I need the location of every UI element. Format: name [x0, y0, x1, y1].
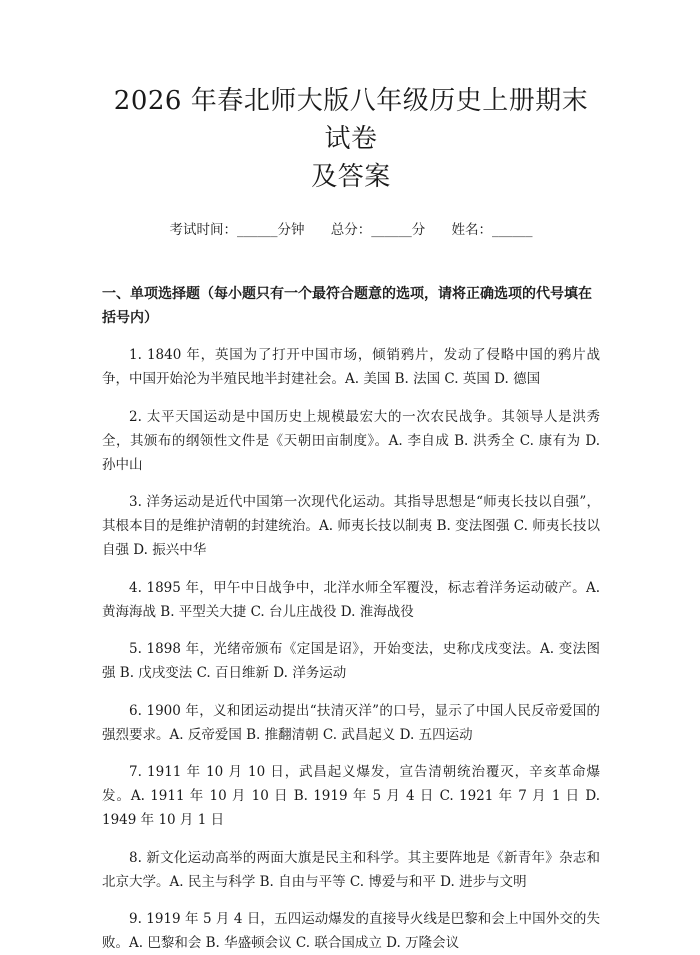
question-7: 7. 1911 年 10 月 10 日，武昌起义爆发，宣告清朝统治覆灭，辛亥革命爆发。A. 1911 年 10 月 10 日 B. 1919 年 5 月 4 日 C. 1921 年 7 月 1 日 D. 1949 年 10 月 1 日: [102, 764, 600, 828]
title-line-2: 及答案: [311, 162, 391, 192]
question-4: 4. 1895 年，甲午中日战争中，北洋水师全军覆没，标志着洋务运动破产。A. 黄海海战 B. 平型关大捷 C. 台儿庄战役 D. 淮海战役: [102, 579, 600, 620]
page-title: [102, 82, 600, 196]
question-8: 8. 新文化运动高举的两面大旗是民主和科学。其主要阵地是《新青年》杂志和北京大学。A. 民主与科学 B. 自由与平等 C. 博爱与和平 D. 进步与文明: [102, 849, 600, 890]
exam-time-field: 考试时间：______分钟: [169, 222, 305, 238]
question-9: 9. 1919 年 5 月 4 日，五四运动爆发的直接导火线是巴黎和会上中国外交的失败。A. 巴黎和会 B. 华盛顿会议 C. 联合国成立 D. 万隆会议: [102, 911, 600, 951]
exam-meta: [102, 220, 600, 240]
question-2: 2. 太平天国运动是中国历史上规模最宏大的一次农民战争。其领导人是洪秀全，其颁布的纲领性文件是《天朝田亩制度》。A. 李自成 B. 洪秀全 C. 康有为 D. 孙中山: [102, 408, 600, 473]
student-name-field: 姓名：______: [451, 222, 533, 238]
question-6: 6. 1900 年，义和团运动提出“扶清灭洋”的口号，显示了中国人民反帝爱国的强烈要求。A. 反帝爱国 B. 推翻清朝 C. 武昌起义 D. 五四运动: [102, 702, 600, 743]
section-heading-single-choice: 一、单项选择题（每小题只有一个最符合题意的选项，请将正确选项的代号填在括号内）: [102, 286, 592, 326]
total-score-field: 总分：______分: [330, 222, 426, 238]
title-line-1: 2026 年春北师大版八年级历史上册期末试卷: [113, 86, 589, 154]
question-1: 1. 1840 年，英国为了打开中国市场，倾销鸦片，发动了侵略中国的鸦片战争，中国开始沦为半殖民地半封建社会。A. 美国 B. 法国 C. 英国 D. 德国: [102, 347, 600, 387]
question-5: 5. 1898 年，光绪帝颁布《定国是诏》，开始变法，史称戊戌变法。A. 变法图强 B. 戊戌变法 C. 百日维新 D. 洋务运动: [102, 641, 600, 681]
question-3: 3. 洋务运动是近代中国第一次现代化运动。其指导思想是“师夷长技以自强”，其根本目的是维护清朝的封建统治。A. 师夷长技以制夷 B. 变法图强 C. 师夷长技以自强 D. 振兴中华: [102, 494, 600, 558]
